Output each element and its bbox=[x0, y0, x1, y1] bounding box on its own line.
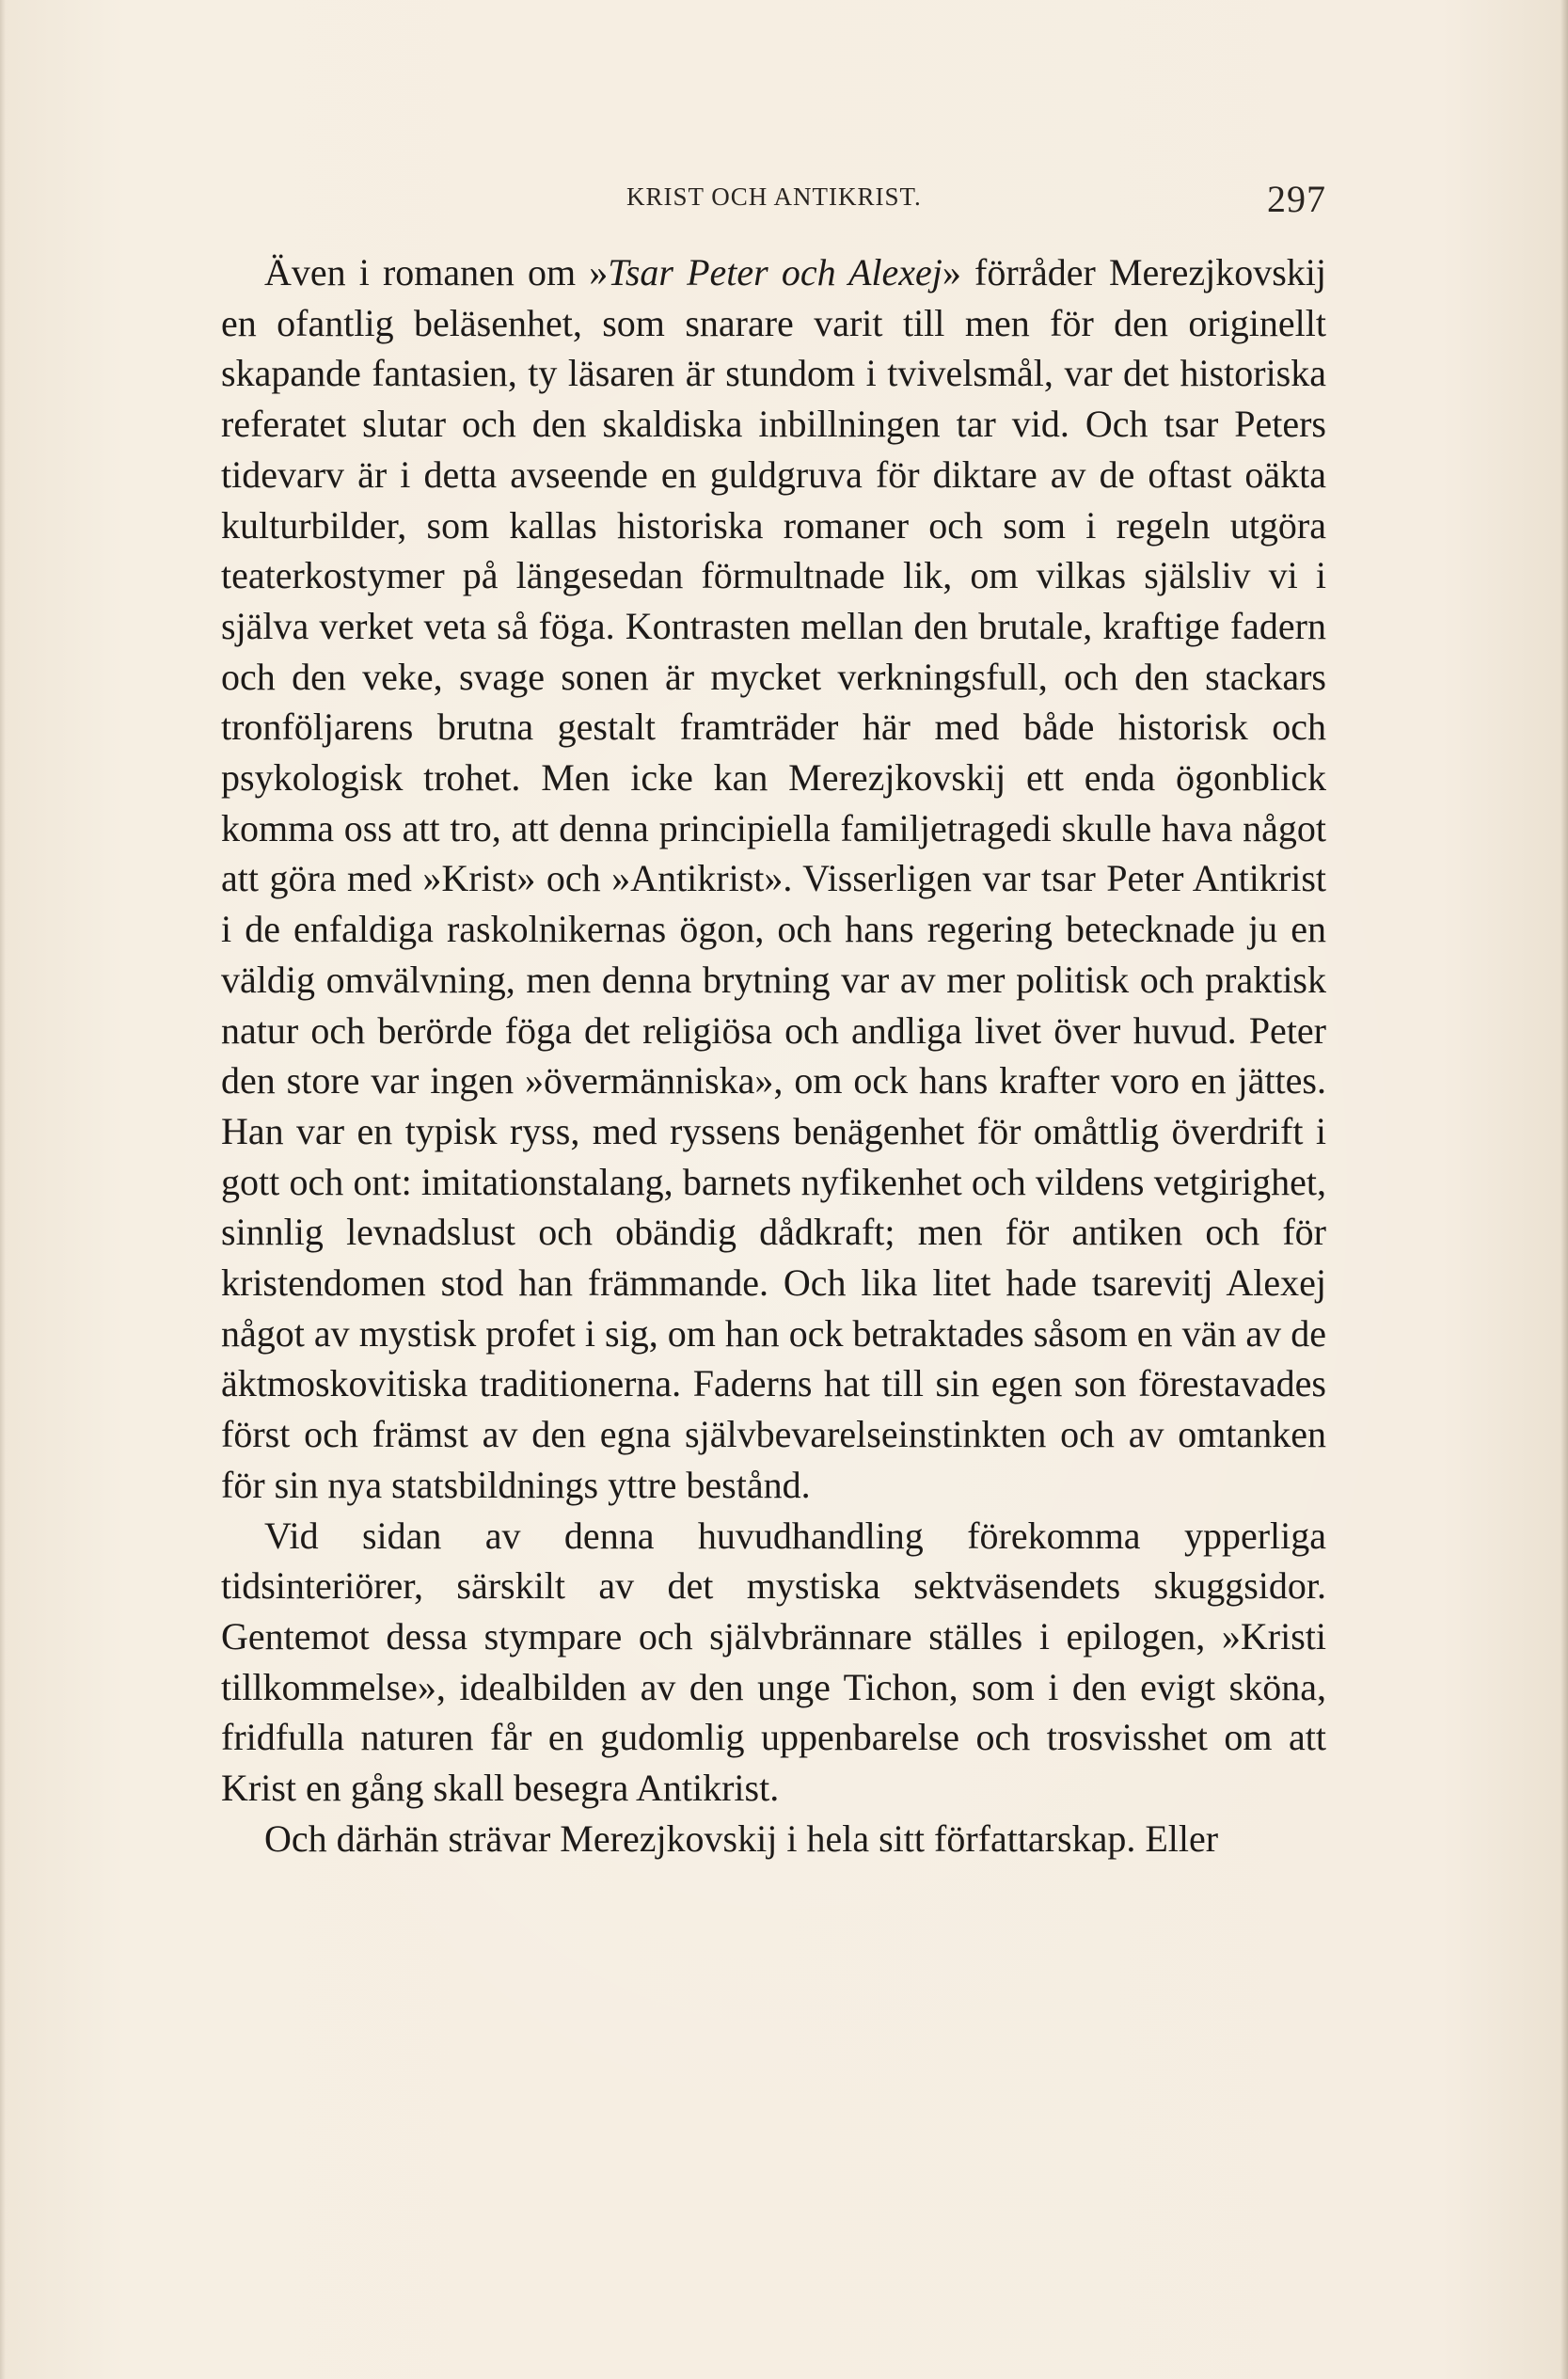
running-title: KRIST OCH ANTIKRIST. bbox=[626, 182, 922, 211]
running-header bbox=[198, 177, 1326, 224]
paragraph-2: Vid sidan av denna huvudhandling förekomma ypperliga tidsinteriörer, särskilt av det mystiska sektväsendets skuggsidor. Gentemot dessa stympare och självbrännare ställes i epilogen, »Kristi tillkommelse», idealbilden av den unge Tichon, som i den evigt sköna, fridfulla naturen får en gudomlig uppenbarelse och trosvisshet om att Krist en gång skall besegra Antikrist. bbox=[221, 1514, 1326, 1810]
page-number: 297 bbox=[1267, 178, 1326, 220]
paragraph-1-body: » förråder Merezjkovskij en ofantlig beläsenhet, som snarare varit till men för den originellt skapande fantasien, ty läsaren är stundom i tvivelsmål, var det historiska referatet slutar och den skaldiska inbillningen tar vid. Och tsar Peters tidevarv är i detta avseende en guldgruva för diktare av de oftast oäkta kulturbilder, som kallas historiska romaner och som i regeln utgöra teaterkostymer på längesedan förmultnade lik, om vilkas själsliv vi i själva verket veta så föga. Kontrasten mellan den brutale, kraftige fadern och den veke, svage sonen är mycket verkningsfull, och den stackars tronföljarens brutna gestalt framträder här med både historisk och psykologisk trohet. Men icke kan Merezjkovskij ett enda ögonblick komma oss att tro, att denna principiella familjetragedi skulle hava något att göra med »Krist» och »Antikrist». Visserligen var tsar Peter Antikrist i de enfaldiga raskolnikernas ögon, och hans regering betecknade ju en väldig omvälvning, men denna brytning var av mer politisk och praktisk natur och berörde föga det religiösa och andliga livet över huvud. Peter den store var ingen »övermänniska», om ock hans krafter voro en jättes. Han var en typisk ryss, med ryssens benägenhet för omåttlig överdrift i gott och ont: imitationstalang, barnets nyfikenhet och vildens vetgirighet, sinnlig levnadslust och obändig dådkraft; men för antiken och för kristendomen stod han främmande. Och lika litet hade tsarevitj Alexej något av mystisk profet i sig, om han ock betraktades såsom en vän av de äktmoskovitiska traditionerna. Faderns hat till sin egen son förestavades först och främst av den egna självbevarelseinstinkten och av omtanken för sin nya statsbildnings yttre bestånd. bbox=[221, 251, 1327, 1506]
paragraph-1-intro: Även i romanen om » bbox=[264, 251, 609, 293]
book-title-italic: Tsar Peter och Alexej bbox=[608, 251, 942, 293]
paragraph-3: Och därhän strävar Merezjkovskij i hela sitt författarskap. Eller bbox=[264, 1816, 1219, 1860]
body-text bbox=[221, 247, 1326, 1864]
paragraph-1 bbox=[221, 247, 1326, 1511]
